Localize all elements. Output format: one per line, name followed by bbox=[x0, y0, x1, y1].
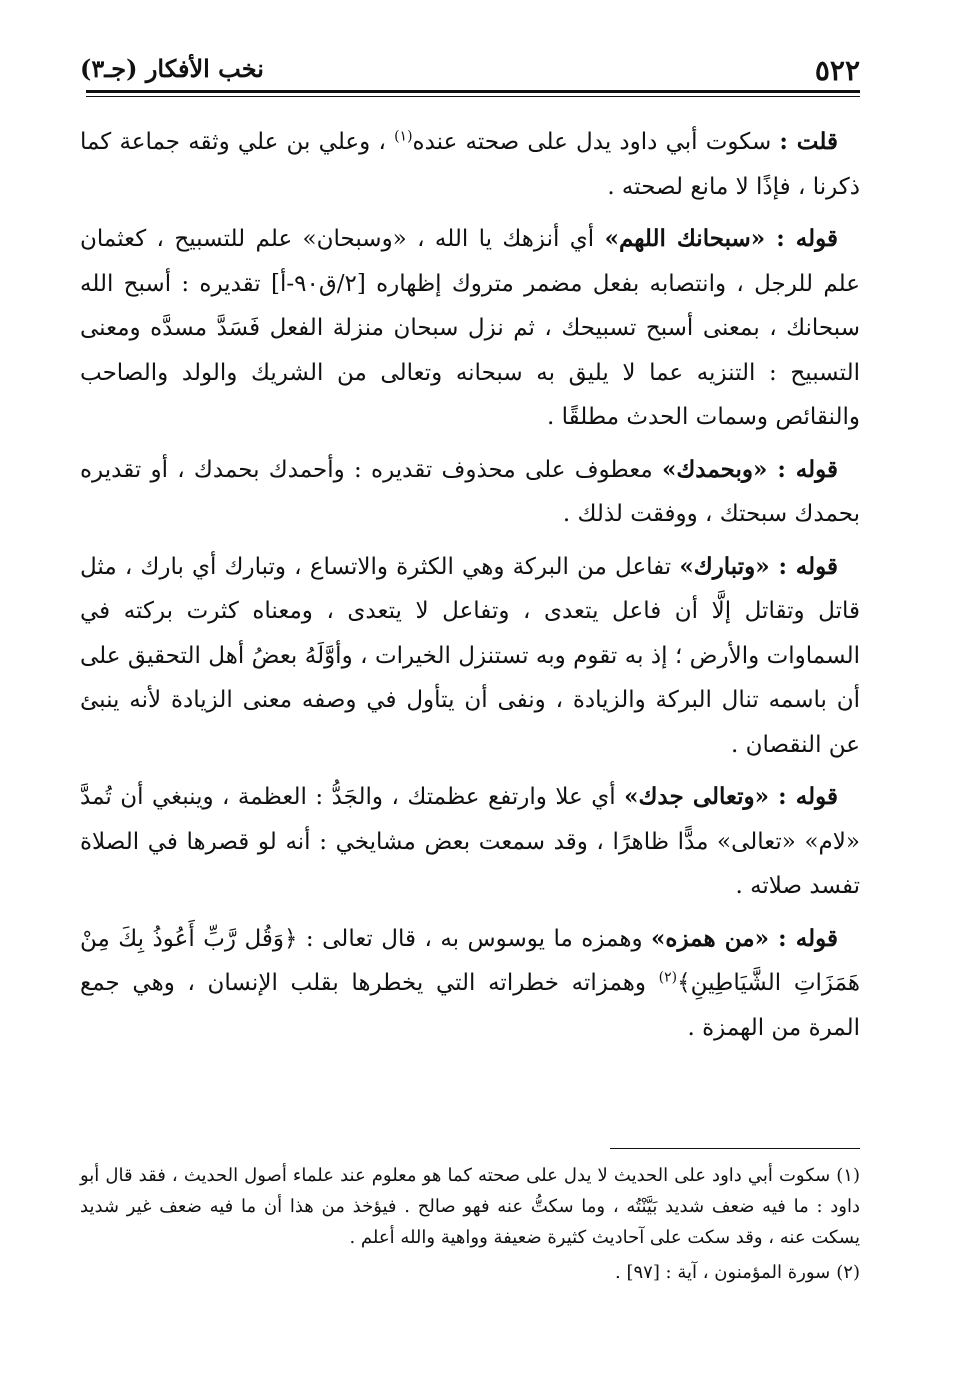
footnote-1 bbox=[80, 1160, 860, 1253]
paragraph-lead: قوله : «من همزه» bbox=[651, 924, 838, 952]
footnote-marker: (٢) bbox=[836, 1262, 860, 1283]
paragraph-text: أي أنزهك يا الله ، «وسبحان» علم للتسبيح ، كعثمان علم للرجل ، وانتصابه بفعل مضمر متروك إظهاره [٢/ق٩٠-أ] تقديره : أسبح الله سبحانك ، بمعنى أسبح تسبيحك ، ثم نزل سبحان منزلة الفعل فَسَدَّ مسدَّه ومعنى التسبيح : التنزيه عما لا يليق به سبحانه وتعالى من الشريك والولد والصاحب والنقائص وسمات الحدث مطلقًا . bbox=[80, 226, 860, 430]
page-header bbox=[80, 52, 860, 92]
paragraph-lead: قوله : «وتبارك» bbox=[679, 552, 839, 580]
paragraph-2 bbox=[80, 217, 860, 440]
paragraph-lead: قوله : «سبحانك اللهم» bbox=[604, 225, 838, 252]
footnote-text: سورة المؤمنون ، آية : [٩٧] . bbox=[615, 1262, 831, 1283]
paragraph-text: تفاعل من البركة وهي الكثرة والاتساع ، وتبارك أي بارك ، مثل قاتل وتقاتل إلَّا أن فاعل يتعدى ، وتفاعل لا يتعدى ، ومعناه كثرت بركته في السماوات والأرض ؛ إذ به تقوم وبه تستنزل الخيرات ، وأوَّلَهُ بعضُ أهل التحقيق على أن باسمه تنال البركة والزيادة ، ونفى أن يتأول في وصفه معنى الزيادة لأنه ينبئ عن النقصان . bbox=[80, 553, 860, 758]
page-number: ٥٢٢ bbox=[814, 54, 860, 87]
paragraph-4 bbox=[80, 545, 860, 768]
footnote-2 bbox=[80, 1257, 860, 1288]
paragraph-text: معطوف على محذوف تقديره : وأحمدك بحمدك ، أو تقديره بحمدك سبحتك ، ووفقت لذلك . bbox=[80, 456, 860, 527]
header-rule-thick bbox=[86, 90, 860, 93]
paragraph-tail: وهمزاته خطراته التي يخطرها بقلب الإنسان ، وهي جمع المرة من الهمزة . bbox=[80, 970, 860, 1041]
main-text bbox=[80, 120, 860, 1058]
header-rule-thin bbox=[86, 96, 860, 97]
footnote-marker: (١) bbox=[836, 1165, 860, 1186]
paragraph-tail: ، وعلي بن علي وثقه جماعة كما ذكرنا ، فإذًا لا مانع لصحته . bbox=[80, 129, 860, 200]
footnote-separator bbox=[610, 1148, 860, 1149]
paragraph-5 bbox=[80, 775, 860, 909]
paragraph-lead: قوله : «وتعالى جدك» bbox=[624, 783, 838, 810]
footnote-reference: (١) bbox=[394, 128, 413, 145]
book-title: نخب الأفكار (جـ٣) bbox=[80, 54, 264, 83]
paragraph-text: وهمزه ما يوسوس به ، قال تعالى : ﴿وَقُل رَّبِّ أَعُوذُ بِكَ مِنْ هَمَزَاتِ الشَّيَاطِينِ﴾ bbox=[80, 925, 860, 996]
paragraph-1 bbox=[80, 120, 860, 209]
footnote-reference: (٢) bbox=[658, 969, 678, 986]
paragraph-lead: قوله : «وبحمدك» bbox=[661, 455, 838, 483]
paragraph-3 bbox=[80, 448, 860, 537]
paragraph-lead: قلت : bbox=[779, 128, 838, 155]
footnote-text: سكوت أبي داود على الحديث لا يدل على صحته كما هو معلوم عند علماء أصول الحديث ، فقد قال أبو داود : ما فيه ضعف شديد بَيَّنْتُه ، وما سكتُّ عنه فهو صالح . فيؤخذ من هذا أن ما فيه ضعف غير شديد يسكت عنه ، وقد سكت على آحاديث كثيرة ضعيفة وواهية والله أعلم . bbox=[80, 1165, 860, 1248]
footnotes bbox=[80, 1160, 860, 1292]
paragraph-text: أي علا وارتفع عظمتك ، والجَدُّ : العظمة ، وينبغي أن تُمدَّ «لام» «تعالى» مدًّا ظاهرًا ، وقد سمعت بعض مشايخي : أنه لو قصرها في الصلاة تفسد صلاته . bbox=[80, 784, 860, 899]
paragraph-text: سكوت أبي داود يدل على صحته عنده bbox=[412, 129, 780, 155]
paragraph-6 bbox=[80, 917, 860, 1051]
